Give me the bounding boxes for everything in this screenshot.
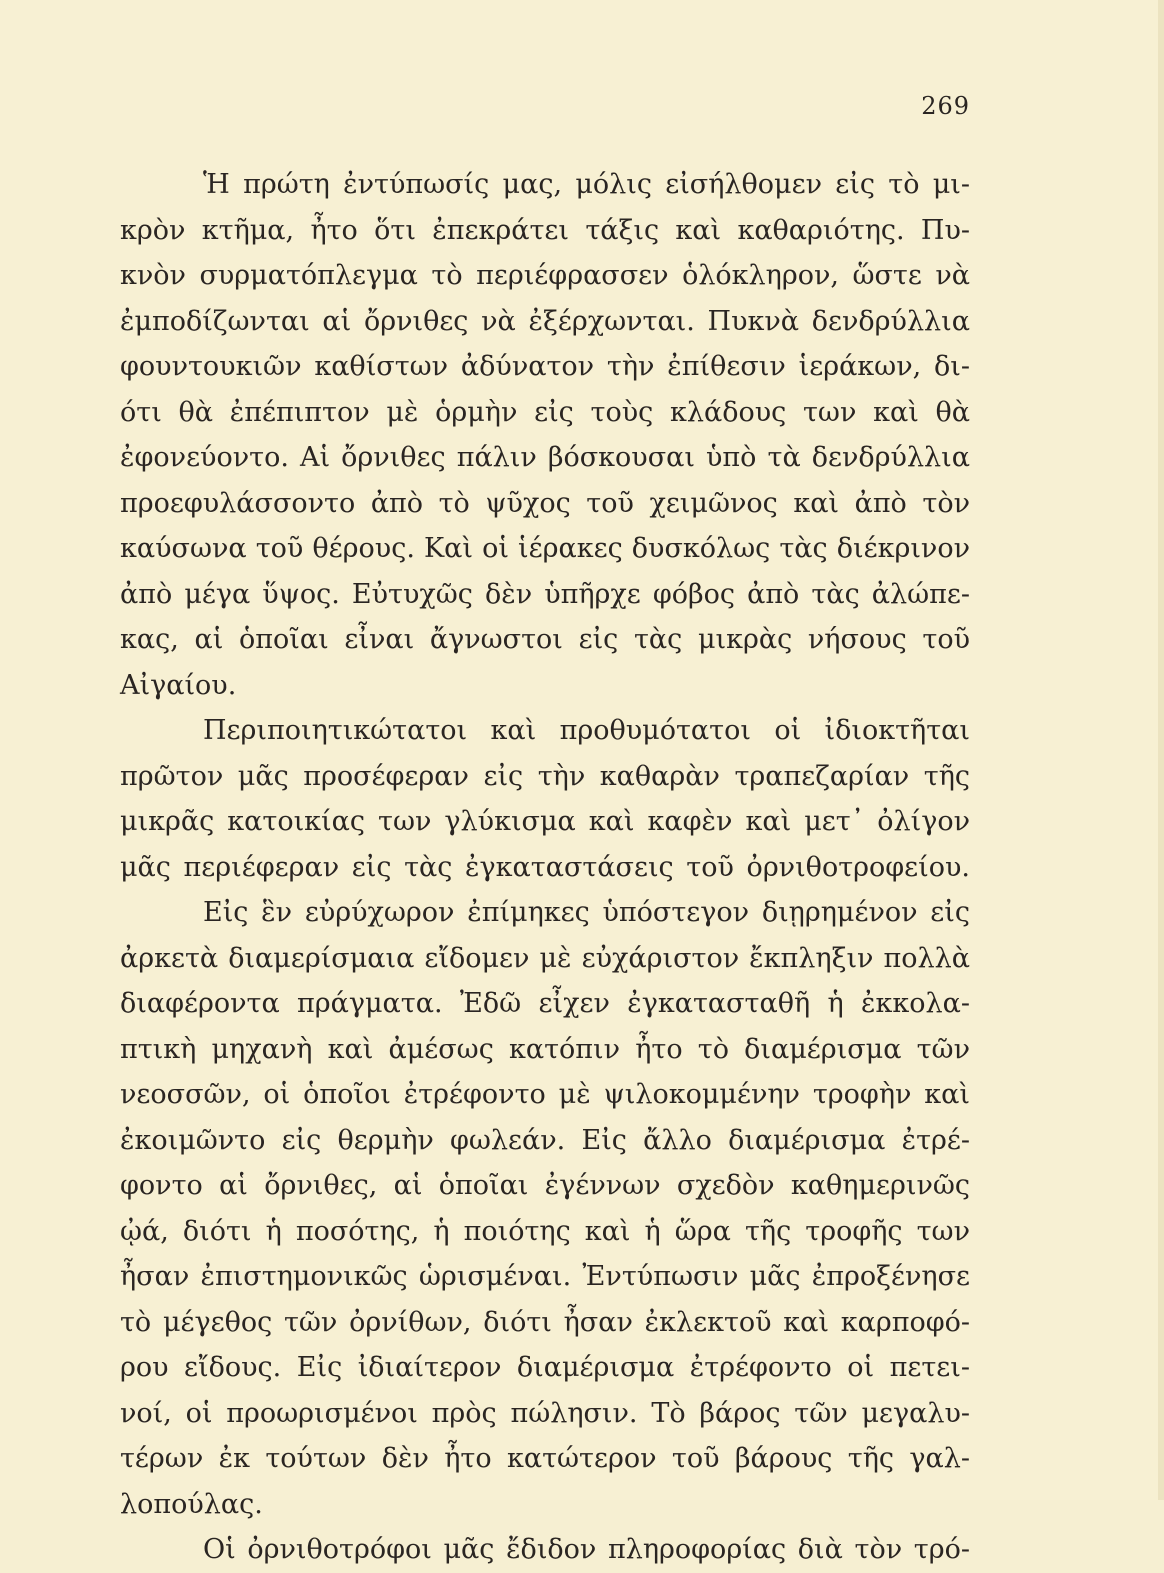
text-line: νεοσσῶν, οἱ ὁποῖοι ἐτρέφοντο μὲ ψιλοκομμένην τροφὴν καὶ bbox=[120, 1079, 970, 1110]
text-line: φοντο αἱ ὄρνιθες, αἱ ὁποῖαι ἐγέννων σχεδὸν καθημερινῶς bbox=[120, 1170, 970, 1201]
page-body bbox=[120, 162, 970, 1573]
text-line: πρῶτον μᾶς προσέφεραν εἰς τὴν καθαρὰν τραπεζαρίαν τῆς bbox=[120, 760, 970, 792]
paragraph-3 bbox=[120, 890, 970, 1527]
text-line: διαφέροντα πράγματα. Ἐδῶ εἶχεν ἐγκατασταθῆ ἡ ἐκκολα- bbox=[120, 988, 970, 1019]
text-line: καύσωνα τοῦ θέρους. Καὶ οἱ ἱέρακες δυσκόλως τὰς διέκρινον bbox=[120, 533, 970, 564]
text-line: ἀπὸ μέγα ὕψος. Εὐτυχῶς δὲν ὑπῆρχε φόβος ἀπὸ τὰς ἀλώπε- bbox=[120, 578, 970, 610]
text-line: μικρᾶς κατοικίας των γλύκισμα καὶ καφὲν καὶ μετ᾽ ὀλίγον bbox=[120, 806, 970, 837]
paragraph-1 bbox=[120, 162, 970, 708]
text-line: κρὸν κτῆμα, ἦτο ὅτι ἐπεκράτει τάξις καὶ καθαριότης. Πυ- bbox=[120, 214, 970, 246]
text-line: Εἰς ἓν εὐρύχωρον ἐπίμηκες ὑπόστεγον διῃρημένον εἰς bbox=[203, 897, 970, 928]
text-line: φουντουκιῶν καθίστων ἀδύνατον τὴν ἐπίθεσιν ἱεράκων, δι- bbox=[120, 351, 970, 382]
text-line: μᾶς περιέφεραν εἰς τὰς ἐγκαταστάσεις τοῦ ὀρνιθοτροφείου. bbox=[120, 851, 970, 883]
paragraph-2 bbox=[120, 708, 970, 890]
text-line: νοί, οἱ προωρισμένοι πρὸς πώλησιν. Τὸ βάρος τῶν μεγαλυ- bbox=[120, 1397, 970, 1429]
text-line: Περιποιητικώτατοι καὶ προθυμότατοι οἱ ἰδιοκτῆται bbox=[203, 715, 970, 746]
text-line: πτικὴ μηχανὴ καὶ ἀμέσως κατόπιν ἦτο τὸ διαμέρισμα τῶν bbox=[120, 1033, 970, 1065]
text-line: προεφυλάσσοντο ἀπὸ τὸ ψῦχος τοῦ χειμῶνος καὶ ἀπὸ τὸν bbox=[120, 487, 970, 519]
text-line: ἐφονεύοντο. Αἱ ὄρνιθες πάλιν βόσκουσαι ὑπὸ τὰ δενδρύλλια bbox=[120, 442, 970, 473]
text-line: Αἰγαίου. bbox=[120, 669, 237, 701]
text-line: ᾠά, διότι ἡ ποσότης, ἡ ποιότης καὶ ἡ ὥρα τῆς τροφῆς των bbox=[120, 1215, 970, 1247]
text-line: ἦσαν ἐπιστημονικῶς ὡρισμέναι. Ἐντύπωσιν μᾶς ἐπροξένησε bbox=[120, 1261, 970, 1292]
text-line: κας, αἱ ὁποῖαι εἶναι ἄγνωστοι εἰς τὰς μικρὰς νήσους τοῦ bbox=[120, 624, 970, 655]
text-line: ἐκοιμῶντο εἰς θερμὴν φωλεάν. Εἰς ἄλλο διαμέρισμα ἐτρέ- bbox=[120, 1124, 970, 1156]
text-line: λοπούλας. bbox=[120, 1488, 263, 1520]
paragraph-4 bbox=[120, 1527, 970, 1573]
text-line: ρου εἴδους. Εἰς ἰδιαίτερον διαμέρισμα ἐτρέφοντο οἱ πετει- bbox=[120, 1352, 970, 1383]
text-line: ἀρκετὰ διαμερίσμαια εἴδομεν μὲ εὐχάριστον ἔκπληξιν πολλὰ bbox=[120, 942, 970, 974]
text-line: τὸ μέγεθος τῶν ὀρνίθων, διότι ἦσαν ἐκλεκτοῦ καὶ καρποφό- bbox=[120, 1306, 970, 1338]
text-line: τέρων ἐκ τούτων δὲν ἦτο κατώτερον τοῦ βάρους τῆς γαλ- bbox=[120, 1443, 970, 1474]
text-line: ότι θὰ ἐπέπιπτον μὲ ὁρμὴν εἰς τοὺς κλάδους των καὶ θὰ bbox=[120, 396, 970, 428]
text-line: Ἡ πρώτη ἐντύπωσίς μας, μόλις εἰσήλθομεν εἰς τὸ μι- bbox=[203, 169, 970, 200]
text-line: Οἱ ὀρνιθοτρόφοι μᾶς ἔδιδον πληροφορίας διὰ τὸν τρό- bbox=[203, 1534, 970, 1565]
page-number: 269 bbox=[921, 92, 970, 120]
text-line: ἐμποδίζωνται αἱ ὄρνιθες νὰ ἐξέρχωνται. Πυκνὰ δενδρύλλια bbox=[120, 305, 970, 337]
text-line: κνὸν συρματόπλεγμα τὸ περιέφρασσεν ὁλόκληρον, ὥστε νὰ bbox=[120, 260, 970, 291]
